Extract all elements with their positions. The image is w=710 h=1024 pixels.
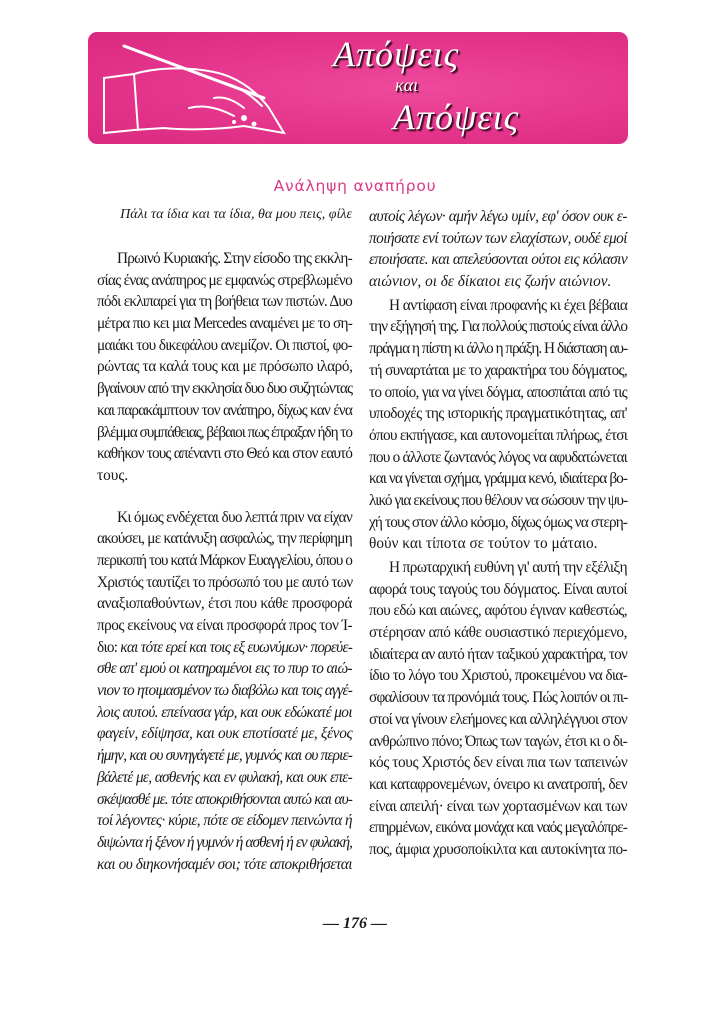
quoted-scripture-text: αιώνιον, οι δε δίκαιοι εις ζωήν αιώνιον. <box>369 273 612 291</box>
quoted-scripture-text: νιον το ητοιμασμένον τω διαβόλω και τοις αγγέ- <box>97 682 352 700</box>
text-line <box>97 465 352 487</box>
quoted-scripture-text: αυτοίς λέγων· αμήν λέγω υμίν, εφ' όσον ουκ ε- <box>369 208 627 225</box>
hand-with-quill-illustration <box>94 38 294 138</box>
text-line <box>369 382 627 404</box>
text-line <box>97 378 352 400</box>
text-line <box>97 615 352 637</box>
body-text: όπου εκπήγασε, και αυτονομείται πλήρως, έτσι <box>369 426 628 444</box>
body-text: υποδοχές της ιστορικής πραγματικότητας, απ' <box>369 405 627 423</box>
text-line <box>369 796 627 818</box>
text-line <box>97 270 352 292</box>
quoted-scripture-text: διψώντα ή ξένον ή γυμνόν ή ασθενή ή εν φυλακή, <box>97 833 352 851</box>
text-line <box>97 356 352 378</box>
text-line <box>97 767 352 789</box>
quoted-scripture-text: τοί λέγοντες· κύριε, πότε σε είδομεν πεινώντα ή <box>97 812 352 830</box>
text-line <box>369 579 627 601</box>
text-line <box>97 550 352 572</box>
text-line <box>97 248 352 270</box>
article-epigraph: Πάλι τα ίδια και τα ίδια, θα μου πεις, φίλε <box>120 207 352 222</box>
text-line <box>97 745 352 767</box>
text-line <box>369 316 627 338</box>
text-line <box>369 249 627 271</box>
logo-word-2: και <box>395 75 419 95</box>
text-line <box>97 854 352 876</box>
quoted-scripture-text: σθε απ' εμού οι κατηραμένοι εις το πυρ το αιώ- <box>97 660 352 678</box>
text-line <box>97 832 352 854</box>
quoted-scripture-text: φαγείν, εδίψησα, και ουκ εποτίσατέ με, ξένος <box>97 725 353 743</box>
text-line <box>97 593 352 615</box>
body-text: βλέμμα συμπάθειας, βέβαιοι πως έπραξαν ήδη το <box>97 423 352 441</box>
body-text: μαιάκι του δικεφάλου ανεμίζον. Οι πιστοί, φο- <box>97 336 352 354</box>
quoted-scripture-text: και τότε ερεί και τοις εξ ευωνύμων· πορεύε- <box>120 638 353 656</box>
text-line <box>97 507 352 529</box>
body-text: που ο άλλοτε ζωντανός λόγος να αφυδατώνεται <box>369 448 627 466</box>
body-text: πόδι εκλιπαρεί για τη βοήθεια των πιστών. Δυο <box>97 293 352 311</box>
paragraph <box>369 557 627 861</box>
body-text: που εδώ και αιώνες, αφότου έγιναν καθεστώς, <box>369 602 627 620</box>
text-line <box>97 789 352 811</box>
body-text: αφορά τους ταγούς του δόγματος. Είναι αυτοί <box>369 580 627 598</box>
text-line <box>369 839 627 861</box>
text-line <box>97 335 352 357</box>
logo-word-1: Απόψεις <box>333 34 460 74</box>
text-line <box>97 723 352 745</box>
quoted-scripture-text: ποιήσατε ενί τούτων των ελαχίστων, ουδέ εμοί <box>369 229 628 247</box>
text-line <box>369 425 627 447</box>
text-line <box>369 512 627 534</box>
text-line <box>97 443 352 465</box>
body-text: πράγμα η πίστη κι άλλο η πράξη. Η διάσταση αυ- <box>369 340 627 358</box>
text-line <box>97 400 352 422</box>
text-line <box>97 702 352 724</box>
quoted-scripture-text: σκέψασθέ με. τότε αποκριθήσονται αυτώ και αυ- <box>97 790 352 808</box>
logo-word-3: Απόψεις <box>393 97 520 137</box>
body-text: κός τους Χριστός δεν είναι πια των ταπεινών <box>369 754 628 772</box>
body-text: θούν και τίποτα σε τούτον το μάταιο. <box>369 535 598 553</box>
quoted-scripture-text: βάλετέ με, ασθενής και εν φυλακή, και ουκ επε- <box>97 768 352 786</box>
text-column-left <box>97 248 352 877</box>
text-line <box>369 228 627 250</box>
body-text: Κι όμως ενδέχεται δυο λεπτά πριν να είχαν <box>117 508 353 526</box>
text-line <box>369 557 627 579</box>
body-text: χή τους στον άλλο κόσμο, δίχως όμως να στερη- <box>369 513 627 531</box>
quoted-scripture-text: λοις αυτού. επείνασα γάρ, και ουκ εδώκατέ μοι <box>97 703 352 721</box>
text-line <box>369 206 627 228</box>
body-text: λικό για εκείνους που θέλουν να σώσουν την ψυ- <box>369 491 628 509</box>
body-text: μέτρα πιο κει μια Mercedes αναμένει με το ση- <box>97 315 352 333</box>
text-line <box>369 817 627 839</box>
quoted-scripture-text: και ου διηκονήσαμέν σοι; τότε αποκριθήσεται <box>97 855 352 873</box>
paragraph <box>97 507 352 876</box>
paragraph <box>97 248 352 487</box>
body-text: ρώντας τα καλά τους και με πρόσωπο ιλαρό, <box>97 358 353 376</box>
body-text: ίδιο το λόγο του Χριστού, προκειμένου να δια- <box>369 667 627 685</box>
text-line <box>369 403 627 425</box>
body-text: και να γίνεται σχήμα, γράμμα κενό, ιδιαίτερα βο- <box>369 470 627 488</box>
text-line <box>369 360 627 382</box>
paragraph <box>369 295 627 555</box>
body-text: την εξήγησή της. Για πολλούς πιστούς είναι άλλο <box>369 318 627 336</box>
text-line <box>369 774 627 796</box>
text-line <box>369 731 627 753</box>
quoted-scripture-text: ήμην, και ου συνηγάγετέ με, γυμνός και ου περιε- <box>97 747 352 765</box>
text-line <box>369 447 627 469</box>
body-text: αναξιοπαθούντων, έτσι που κάθε προσφορά <box>97 595 352 613</box>
body-text: Η αντίφαση είναι προφανής κι έχει βέβαια <box>389 296 628 314</box>
text-line <box>369 600 627 622</box>
body-text: βγαίνουν από την εκκλησία δυο δυο συζητώντας <box>97 380 352 398</box>
text-line <box>369 468 627 490</box>
text-line <box>97 810 352 832</box>
text-line <box>369 622 627 644</box>
body-text: καθήκον τους απέναντι στο Θεό και στον εαυτό <box>97 445 352 463</box>
body-text: είναι απειλή· είναι των χορτασμένων και των <box>369 797 628 815</box>
text-line <box>369 665 627 687</box>
text-column-right <box>369 206 627 863</box>
quoted-scripture-text: εποιήσατε. και απελεύσονται ούτοι εις κόλασιν <box>369 251 628 269</box>
body-text: στέρησαν από κάθε ουσιαστικό περιεχόμενο, <box>369 624 627 642</box>
text-line <box>369 687 627 709</box>
body-text: διο: <box>97 638 121 656</box>
body-text: και καταφρονεμένων, όνειρο κι ανατροπή, δεν <box>369 775 627 793</box>
text-line <box>97 313 352 335</box>
body-text: Η πρωταρχική ευθύνη γι' αυτή την εξέλιξη <box>389 559 627 576</box>
text-line <box>369 295 627 317</box>
text-line <box>97 572 352 594</box>
body-text: Πρωινό Κυριακής. Στην είσοδο της εκκλη- <box>117 250 352 267</box>
body-text: σίας ένας ανάπηρος με εμφανώς στρεβλωμένο <box>97 271 352 289</box>
body-text: ανθρώπινο πόνο; Όπως των ταγών, έτσι κι ο δι- <box>369 732 627 750</box>
text-line <box>97 291 352 313</box>
body-text: επηρμένων, εικόνα μονάχα και ναός μεγαλόπρε- <box>369 819 627 837</box>
article-title: Ανάληψη αναπήρου <box>273 177 437 195</box>
text-line <box>369 271 627 293</box>
text-line <box>369 338 627 360</box>
paragraph <box>369 206 627 293</box>
body-text: το οποίο, για να γίνει δόγμα, αποσπάται από τις <box>369 383 627 401</box>
body-text: ακούσει, με κατάνυξη ασφαλώς, την περίφημη <box>97 530 352 548</box>
text-line <box>369 644 627 666</box>
body-text: προς εκείνους να είναι προσφορά προς τον Ί- <box>97 617 352 634</box>
body-text: ιδιαίτερα αν αυτό ήταν ταξικού χαρακτήρα, τον <box>369 645 628 663</box>
body-text: Χριστός ταυτίζει το πρόσωπό του με αυτό των <box>97 573 353 591</box>
body-text: τή συναρτάται με το χαρακτήρα του δόγματος, <box>369 361 627 379</box>
body-text: τους. <box>97 466 129 484</box>
body-text: στοί να γίνουν ελεήμονες και αλληλέγγυοι στον <box>369 710 627 728</box>
text-line <box>369 752 627 774</box>
text-line <box>97 528 352 550</box>
text-line <box>369 709 627 731</box>
text-line <box>369 533 627 555</box>
body-text: σφαλίσουν τα προνόμιά τους. Πώς λοιπόν οι πι- <box>369 689 628 707</box>
body-text: πος, άμφια χρυσοποίκιλτα και αυτοκίνητα πο- <box>369 840 627 858</box>
page-number: — 176 — <box>323 915 387 932</box>
column-logo <box>323 34 563 142</box>
body-text: περικοπή του κατά Μάρκον Ευαγγελίου, όπου ο <box>97 551 352 569</box>
text-line <box>97 658 352 680</box>
text-line <box>369 490 627 512</box>
text-line <box>97 422 352 444</box>
section-banner <box>88 32 628 144</box>
body-text: και παρακάμπτουν τον ανάπηρο, δίχως καν ένα <box>97 401 352 419</box>
text-line <box>97 637 352 659</box>
text-line <box>97 680 352 702</box>
